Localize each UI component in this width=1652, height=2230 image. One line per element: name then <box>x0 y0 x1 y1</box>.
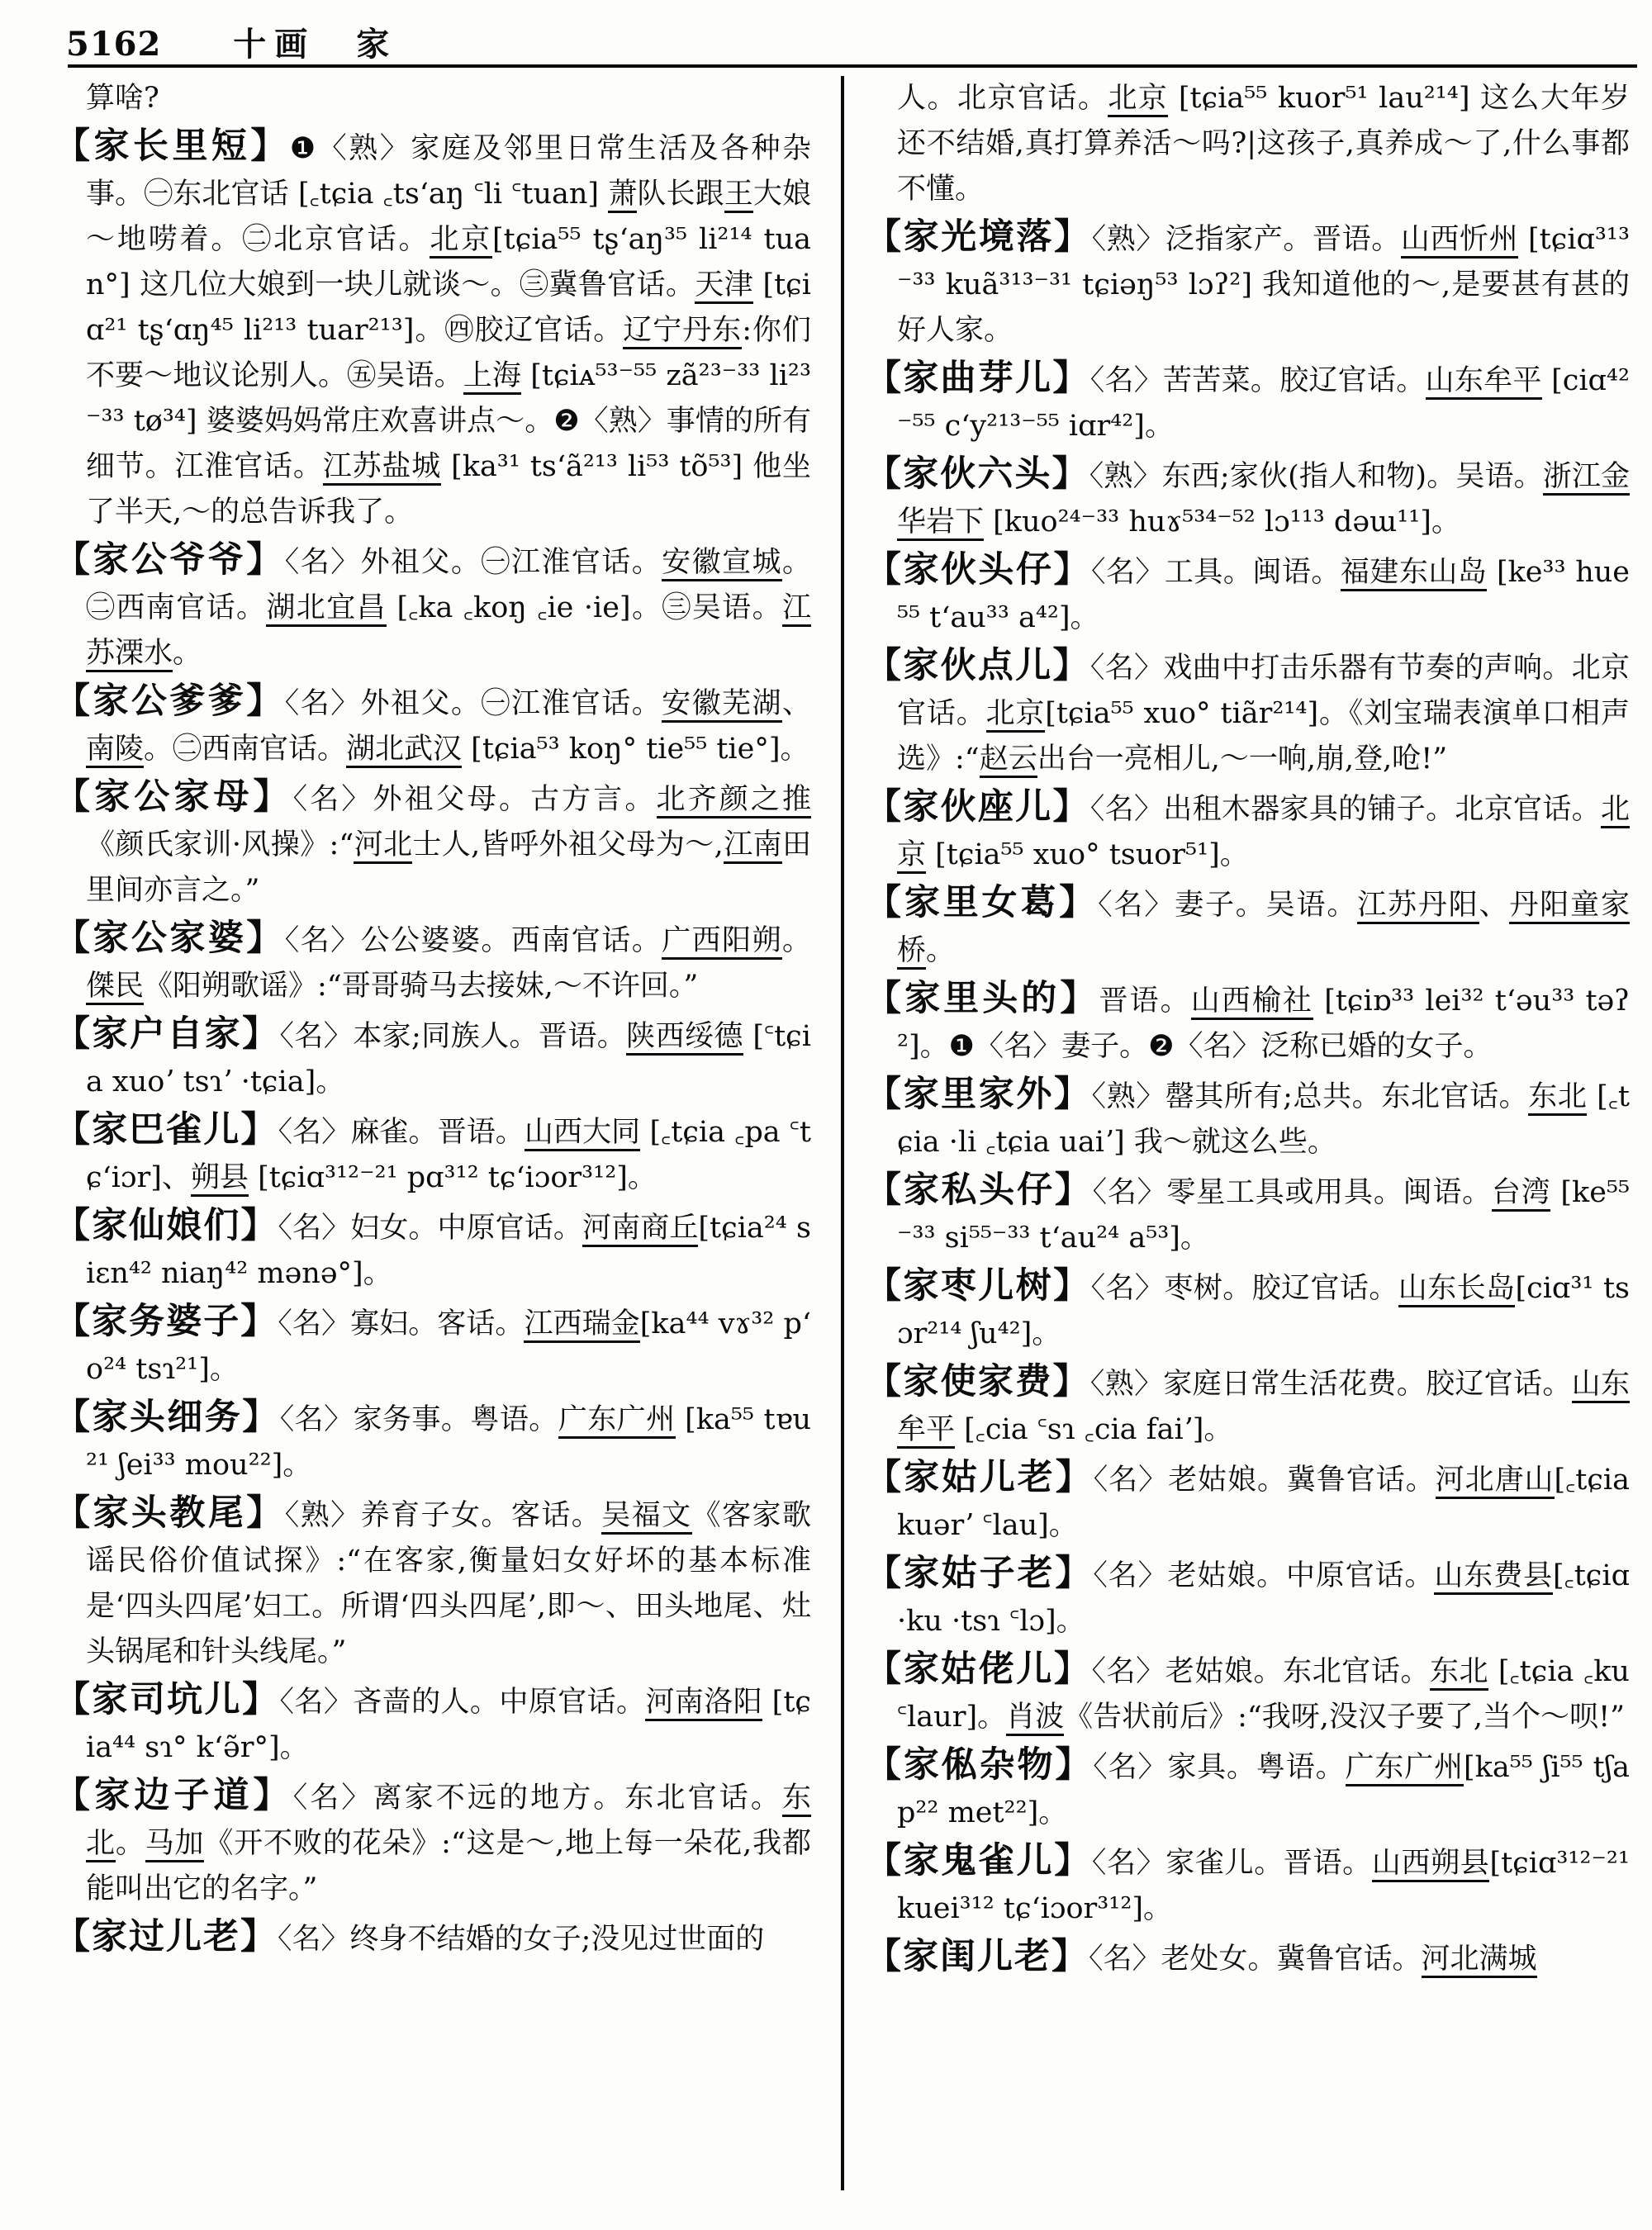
proper-noun-underlined: 河南商丘 <box>582 1212 698 1247</box>
dict-entry <box>866 976 1630 1070</box>
carryover-paragraph <box>55 76 811 121</box>
proper-noun-underlined: 广东广州 <box>1346 1751 1464 1786</box>
proper-noun-underlined: 北京 <box>1108 82 1168 117</box>
proper-noun-underlined: 北京 <box>897 793 1630 874</box>
text-run: [tɕiɑ³¹³⁻³³ kuã³¹³⁻³¹ tɕiəŋ⁵³ lɔʔ²] 我知道他的～,是要甚有甚的好人家。 <box>897 223 1630 347</box>
text-run: 田里间亦言之。” <box>86 828 811 907</box>
entry-headword: 【家伙头仔】 <box>866 549 1091 591</box>
proper-noun-underlined: 北京 <box>986 697 1046 733</box>
dict-entry <box>866 1359 1630 1453</box>
text-run: 〈名〉妻子。吴语。 <box>1098 889 1358 922</box>
proper-noun-underlined: 江苏溧水 <box>86 591 811 672</box>
text-run: 〈名〉苦苦菜。胶辽官话。 <box>1089 364 1426 397</box>
text-run: [tɕia²⁴ siɛn⁴² niaŋ⁴² mənə°]。 <box>86 1212 811 1290</box>
text-run: 〈熟〉家庭日常生活花费。胶辽官话。 <box>1089 1368 1572 1401</box>
text-run: [꜀tɕia ꜀pa ꜂tɕʻiɔr]、 <box>86 1116 811 1194</box>
entry-headword: 【家姑佬儿】 <box>866 1649 1092 1690</box>
proper-noun-underlined: 湖北武汉 <box>346 733 462 768</box>
entry-headword: 【家长里短】 <box>55 126 290 167</box>
proper-noun-underlined: 安徽芜湖 <box>662 687 782 723</box>
dict-entry <box>55 1299 811 1393</box>
entry-headword: 【家巴雀儿】 <box>55 1109 278 1151</box>
text-run: [꜀ka ꜀koŋ ꜀ie ·ie]。㊂吴语。 <box>387 591 782 624</box>
text-run: [ciɑ³¹ tsɔr²¹⁴ ʃu⁴²]。 <box>897 1272 1630 1350</box>
dict-entry <box>866 356 1630 449</box>
proper-noun-underlined: 朔县 <box>191 1161 249 1197</box>
dict-entry <box>55 1108 811 1201</box>
page-number: 5162 <box>66 25 162 64</box>
text-run: [tɕia⁵⁵ xuo° tsuor⁵¹]。 <box>926 838 1249 871</box>
proper-noun-underlined: 江苏丹阳 <box>1357 889 1479 924</box>
text-run: 〈名〉家具。粤语。 <box>1093 1751 1346 1784</box>
text-run: 〈熟〉泛指家产。晋语。 <box>1091 223 1401 256</box>
proper-noun-underlined: 萧 <box>608 178 637 213</box>
text-run: 。㊁西南官话。 <box>86 546 811 624</box>
dict-entry <box>866 880 1630 974</box>
page-header <box>66 18 390 65</box>
proper-noun-underlined: 东北 <box>86 1782 811 1862</box>
text-run: [tɕia⁵⁵ kuor⁵¹ lau²¹⁴] 这么大年岁还不结婚,真打算养活～吗?|这孩子,真养成～了,什么事都不懂。 <box>897 82 1630 206</box>
proper-noun-underlined: 台湾 <box>1492 1176 1551 1212</box>
text-run: 士人,皆呼外祖父母为～, <box>412 828 724 861</box>
entry-headword: 【家公爷爷】 <box>55 539 285 581</box>
text-run: [꜀tɕiɑ ·ku ·tsɿ ꜂lɔ]。 <box>897 1559 1630 1638</box>
text-run: 〈名〉老姑娘。冀鲁官话。 <box>1093 1464 1436 1497</box>
text-run: [ka⁵⁵ ʃi⁵⁵ tʃap²² met²²]。 <box>897 1751 1631 1829</box>
entry-headword: 【家公家婆】 <box>55 918 285 959</box>
text-run: 。 <box>115 1827 145 1860</box>
text-run: [꜀tɕia kuərʼ ꜂lau]。 <box>897 1464 1630 1542</box>
dict-entry <box>866 1264 1630 1357</box>
entry-headword: 【家姑子老】 <box>866 1553 1094 1594</box>
text-run: 〈名〉老处女。冀鲁官话。 <box>1089 1943 1422 1976</box>
text-run: 〈名〉离家不远的地方。东北官话。 <box>292 1782 782 1815</box>
text-run: 〈熟〉罄其所有;总共。东北官话。 <box>1091 1080 1529 1113</box>
text-run: 《颜氏家训·风操》:“ <box>86 828 354 861</box>
proper-noun-underlined: 上海 <box>463 359 521 395</box>
proper-noun-underlined: 山西大同 <box>525 1116 640 1151</box>
proper-noun-underlined: 湖北宜昌 <box>266 591 387 627</box>
entry-headword: 【家司坑儿】 <box>55 1679 280 1720</box>
entry-headword: 【家户自家】 <box>55 1013 280 1055</box>
text-run: 。㊁西南官话。 <box>144 733 347 766</box>
text-run: 人。北京官话。 <box>897 82 1108 115</box>
text-run: [tɕiɑ²¹ tʂʻɑŋ⁴⁵ li²¹³ tuar²¹³]。㊃胶辽官话。 <box>86 268 811 347</box>
text-run: 〈名〉外祖父母。古方言。 <box>292 783 657 816</box>
text-run: [tɕia⁵⁵ xuo° tiãr²¹⁴]。《刘宝瑞表演单口相声选》:“ <box>897 697 1630 776</box>
proper-noun-underlined: 山东费县 <box>1434 1559 1553 1595</box>
text-run: 《客家歌谣民俗价值试探》:“在客家,衡量妇女好坏的基本标准是‘四头四尾’妇工。所谓‘四头四尾’,即～、田头地尾、灶头锅尾和针头线尾。” <box>86 1499 811 1668</box>
entry-headword: 【家里头的】 <box>866 978 1099 1019</box>
proper-noun-underlined: 辽宁丹东 <box>623 314 742 349</box>
proper-noun-underlined: 吴福文 <box>601 1499 691 1535</box>
text-run: [tɕiᴀ⁵³⁻⁵⁵ zã²³⁻³³ li²³⁻³³ tø³⁴] 婆婆妈妈常庄欢喜讲点～。❷〈熟〉事情的所有细节。江淮官话。 <box>86 359 811 483</box>
dict-entry <box>55 538 811 676</box>
proper-noun-underlined: 江西瑞金 <box>524 1307 639 1343</box>
entry-headword: 【家鬼雀儿】 <box>866 1840 1092 1881</box>
text-run: 〈名〉出租木器家具的铺子。北京官话。 <box>1089 793 1601 826</box>
proper-noun-underlined: 江南 <box>724 828 782 864</box>
dict-entry <box>866 548 1630 641</box>
text-run: 〈名〉本家;同族人。晋语。 <box>279 1020 627 1053</box>
proper-noun-underlined: 陕西绥德 <box>626 1020 743 1056</box>
text-run: [ka³¹ tsʻã²¹³ li⁵³ tõ⁵³] 他坐了半天,～的总告诉我了。 <box>86 450 811 529</box>
entry-headword: 【家仙娘们】 <box>55 1205 278 1246</box>
proper-noun-underlined: 北齐 <box>657 783 719 818</box>
proper-noun-underlined: 河北唐山 <box>1436 1464 1555 1499</box>
column-divider <box>841 76 844 2190</box>
entry-headword: 【家里家外】 <box>866 1074 1092 1115</box>
proper-noun-underlined: 浙江金华岩下 <box>897 460 1630 541</box>
right-column <box>866 74 1630 1985</box>
text-run: 队长跟 <box>637 178 724 211</box>
dict-entry <box>55 679 811 772</box>
text-run: 〈名〉家务事。粤语。 <box>279 1403 558 1436</box>
dict-entry <box>866 643 1630 782</box>
text-run: 〈熟〉养育子女。客话。 <box>284 1499 602 1532</box>
entry-headword: 【家私头仔】 <box>866 1170 1093 1211</box>
text-run: 〈名〉老姑娘。中原官话。 <box>1093 1559 1435 1592</box>
dict-entry <box>866 1647 1630 1740</box>
proper-noun-underlined: 山东牟平 <box>897 1368 1630 1449</box>
text-run: 〈名〉终身不结婚的女子;没见过世面的 <box>278 1923 765 1956</box>
text-run: 算啥? <box>86 82 159 115</box>
dict-entry <box>55 1491 811 1675</box>
text-run: 《开不败的花朵》:“这是～,地上每一朵花,我都能叫出它的名字。” <box>86 1827 811 1905</box>
text-run: [ke⁵⁵⁻³³ si⁵⁵⁻³³ tʻau²⁴ a⁵³]。 <box>897 1176 1630 1255</box>
text-run: 《告状前后》:“我呀,没汉子要了,当个～呗!” <box>1064 1701 1626 1734</box>
text-run: [tɕiɑ³¹²⁻²¹ pɑ³¹² tɕʻiɔor³¹²]。 <box>248 1161 657 1194</box>
entry-headword: 【家光境落】 <box>866 216 1092 258</box>
text-run: [꜂tɕia xuoʼ tsɿʼ ·tɕia]。 <box>86 1020 811 1098</box>
dict-entry <box>866 452 1630 545</box>
proper-noun-underlined: 江苏盐城 <box>323 450 441 486</box>
entry-headword: 【家伙座儿】 <box>866 786 1090 828</box>
text-run: 〈名〉戏曲中打击乐器有节奏的声响。北京官话。 <box>897 652 1630 730</box>
dict-entry <box>55 1395 811 1488</box>
proper-noun-underlined: 广西阳朔 <box>662 924 782 960</box>
text-run: ❶〈熟〉家庭及邻里日常生活及各种杂事。㊀东北官话 [꜀tɕia ꜀tsʻaŋ ꜂li ꜂tuan] <box>86 132 812 211</box>
text-run: [kuo²⁴⁻³³ huɤ⁵³⁴⁻⁵² lɔ¹¹³ dəɯ¹¹]。 <box>984 505 1460 539</box>
proper-noun-underlined: 丹阳童家桥 <box>897 889 1630 970</box>
proper-noun-underlined: 赵云 <box>980 743 1037 778</box>
dict-entry <box>55 916 811 1009</box>
text-run: 〈名〉老姑娘。东北官话。 <box>1091 1655 1431 1688</box>
proper-noun-underlined: 马加 <box>145 1827 205 1862</box>
dict-entry <box>55 775 811 913</box>
entry-headword: 【家公爹爹】 <box>55 681 285 722</box>
text-run: 《阳朔歌谣》:“哥哥骑马去接妹,～不许回。” <box>144 970 699 1003</box>
dict-entry <box>866 215 1630 353</box>
text-run: 、 <box>781 687 811 720</box>
proper-noun-underlined: 山西忻州 <box>1401 223 1518 259</box>
text-run: 〈熟〉东西;家伙(指人和物)。吴语。 <box>1089 460 1543 493</box>
left-column <box>55 74 811 1965</box>
proper-noun-underlined: 南陵 <box>86 733 144 768</box>
header-radical-char: 家 <box>356 25 391 64</box>
text-run: [꜀tɕia ·li ꜀tɕia uaiʼ] 我～就这么些。 <box>897 1080 1630 1159</box>
text-run: 。 <box>173 637 202 670</box>
entry-headword: 【家边子道】 <box>55 1775 293 1816</box>
entry-headword: 【家曲芽儿】 <box>866 358 1090 399</box>
dict-entry <box>55 1773 811 1912</box>
text-run: [ciɑ⁴²⁻⁵⁵ cʻy²¹³⁻⁵⁵ iɑr⁴²]。 <box>897 364 1630 443</box>
text-run: [꜀tɕia ꜀ku ꜂laur]。 <box>897 1655 1630 1734</box>
proper-noun-underlined: 山西朔县 <box>1372 1847 1490 1882</box>
entry-headword: 【家使家费】 <box>866 1361 1090 1402</box>
text-run: 〈名〉枣树。胶辽官话。 <box>1090 1272 1398 1305</box>
entry-headword: 【家闺儿老】 <box>866 1936 1089 1977</box>
header-rule <box>68 64 1637 68</box>
proper-noun-underlined: 广东广州 <box>558 1403 676 1439</box>
proper-noun-underlined: 东北 <box>1528 1080 1587 1116</box>
proper-noun-underlined: 福建东山岛 <box>1341 556 1487 591</box>
dict-entry <box>55 1203 811 1297</box>
proper-noun-underlined: 山西榆社 <box>1191 985 1313 1020</box>
entry-headword: 【家头教尾】 <box>55 1492 285 1534</box>
entry-headword: 【家伙六头】 <box>866 453 1089 495</box>
text-run: 〈名〉外祖父。㊀江淮官话。 <box>284 546 662 579</box>
dict-entry <box>866 1934 1630 1982</box>
entry-headword: 【家务婆子】 <box>55 1301 278 1342</box>
dict-entry <box>55 1012 811 1105</box>
text-run: [ke³³ hue⁵⁵ tʻau³³ a⁴²]。 <box>897 556 1630 634</box>
entry-headword: 【家姑儿老】 <box>866 1457 1094 1498</box>
text-run: 。 <box>926 934 956 967</box>
entry-headword: 【家枣儿树】 <box>866 1265 1091 1307</box>
dict-entry <box>866 1551 1630 1644</box>
text-run: 大娘～地唠着。㊁北京官话。 <box>86 178 811 256</box>
proper-noun-underlined: 北京 <box>430 223 492 259</box>
proper-noun-underlined: 河北 <box>354 828 412 864</box>
entry-headword: 【家俬杂物】 <box>866 1744 1094 1786</box>
text-run: 〈名〉麻雀。晋语。 <box>278 1116 525 1149</box>
proper-noun-underlined: 天津 <box>695 268 753 304</box>
dict-entry <box>866 1455 1630 1549</box>
dict-entry <box>866 1072 1630 1165</box>
text-run: 、 <box>1479 889 1510 922</box>
proper-noun-underlined: 肖波 <box>1006 1701 1064 1736</box>
text-run: 〈名〉零星工具或用具。闽语。 <box>1092 1176 1492 1209</box>
dict-entry <box>866 1839 1630 1932</box>
header-stroke-count: 十画 <box>233 25 316 64</box>
entry-headword: 【家伙点儿】 <box>866 645 1090 686</box>
dict-entry <box>55 124 811 535</box>
text-run: 〈名〉外祖父。㊀江淮官话。 <box>284 687 662 720</box>
proper-noun-underlined: 东北 <box>1430 1655 1488 1691</box>
text-run: [tɕia⁵³ koŋ° tie⁵⁵ tie°]。 <box>462 733 809 766</box>
text-run: [tɕia⁵⁵ tʂʻaŋ³⁵ li²¹⁴ tuan°] 这几位大娘到一块儿就谈～。㊂冀鲁官话。 <box>86 223 811 301</box>
proper-noun-underlined: 傑民 <box>86 970 144 1005</box>
dict-entry <box>866 785 1630 878</box>
dict-entry <box>55 1914 811 1962</box>
dict-entry <box>866 1168 1630 1261</box>
text-run: [tɕia⁴⁴ sɿ° kʻə̃r°]。 <box>86 1686 811 1764</box>
proper-noun-underlined: 王 <box>724 178 753 213</box>
text-run: 〈名〉妇女。中原官话。 <box>278 1212 583 1245</box>
text-run: [tɕiɒ³³ lei³² tʻəu³³ təʔ²]。❶〈名〉妻子。❷〈名〉泛称已婚的女子。 <box>897 985 1630 1063</box>
entry-headword: 【家公家母】 <box>55 776 293 818</box>
proper-noun-underlined: 安徽宣城 <box>662 546 782 581</box>
proper-noun-underlined: 河北满城 <box>1422 1943 1537 1978</box>
text-run: 晋语。 <box>1099 985 1191 1018</box>
entry-headword: 【家过儿老】 <box>55 1916 278 1957</box>
text-run: [ka⁴⁴ vɤ³² pʻo²⁴ tsɿ²¹]。 <box>86 1307 811 1386</box>
dict-entry <box>866 1743 1630 1836</box>
carryover-paragraph <box>866 76 1630 212</box>
text-run: 〈名〉吝啬的人。中原官话。 <box>279 1686 646 1719</box>
text-run: 〈名〉寡妇。客话。 <box>278 1307 525 1340</box>
proper-noun-underlined: 山东牟平 <box>1426 364 1542 400</box>
dict-entry <box>55 1677 811 1771</box>
proper-noun-underlined: 颜之推 <box>719 783 811 818</box>
text-run: [ka⁵⁵ tɐu²¹ ʃei³³ mou²²]。 <box>86 1403 811 1482</box>
text-run: 。 <box>781 924 811 957</box>
entry-headword: 【家里女葛】 <box>866 882 1099 923</box>
text-run: :你们不要～地议论别人。㊄吴语。 <box>86 314 811 392</box>
text-run: 〈名〉公公婆婆。西南官话。 <box>284 924 662 957</box>
proper-noun-underlined: 山东长岛 <box>1398 1272 1516 1307</box>
text-run: 出台一亮相儿,～一响,崩,登,呛!” <box>1037 743 1448 776</box>
proper-noun-underlined: 河南洛阳 <box>645 1686 762 1721</box>
text-run: 〈名〉家雀儿。晋语。 <box>1091 1847 1372 1880</box>
text-run: [꜀cia ꜂sɿ ꜀cia faiʼ]。 <box>955 1413 1233 1446</box>
text-run: 〈名〉工具。闽语。 <box>1090 556 1341 589</box>
text-run: [tɕiɑ³¹²⁻²¹ kuei³¹² tɕʻiɔor³¹²]。 <box>897 1847 1630 1925</box>
entry-headword: 【家头细务】 <box>55 1397 280 1438</box>
